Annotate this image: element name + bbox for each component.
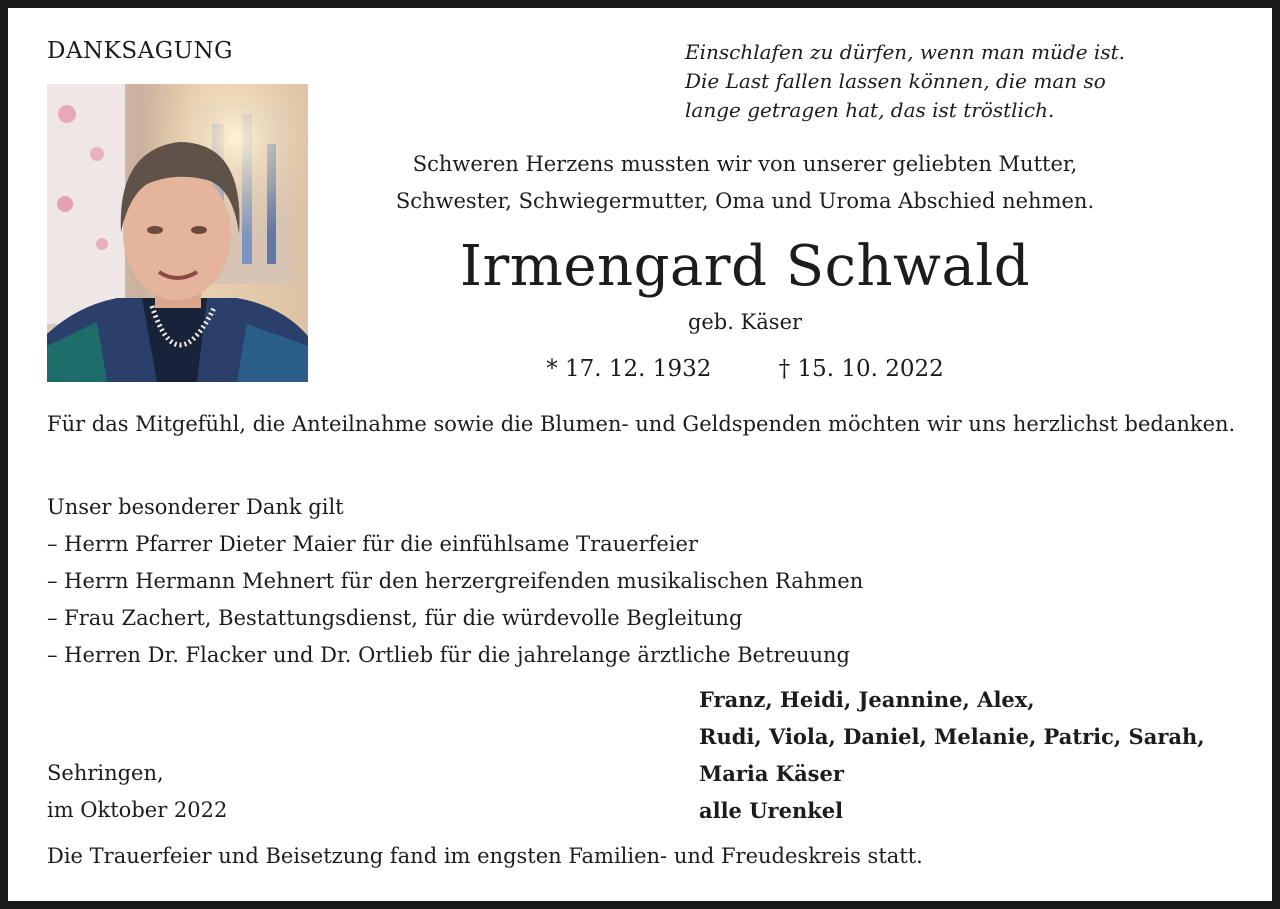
place-line: im Oktober 2022 xyxy=(47,798,228,822)
portrait-photo xyxy=(47,84,308,382)
quote-line: Die Last fallen lassen können, die man so xyxy=(685,69,1106,93)
life-dates xyxy=(308,356,1182,382)
place-date xyxy=(47,755,227,829)
footer-note: Die Trauerfeier und Beisetzung fand im engsten Familien- und Freudeskreis statt. xyxy=(47,844,923,868)
place-line: Sehringen, xyxy=(47,761,164,785)
quote-line: lange getragen hat, das ist tröstlich. xyxy=(685,98,1055,122)
birth-date: * 17. 12. 1932 xyxy=(546,356,712,382)
special-thanks xyxy=(47,489,863,674)
obituary-card xyxy=(8,8,1272,901)
special-thanks-item: – Frau Zachert, Bestattungsdienst, für die würdevolle Begleitung xyxy=(47,606,743,630)
heading: DANKSAGUNG xyxy=(47,38,233,64)
intro-text xyxy=(308,146,1182,220)
special-thanks-item: – Herrn Hermann Mehnert für den herzergreifenden musikalischen Rahmen xyxy=(47,569,864,593)
family-line: Maria Käser xyxy=(699,761,844,786)
death-date: † 15. 10. 2022 xyxy=(778,356,944,382)
family-line: alle Urenkel xyxy=(699,798,844,823)
family-line: Franz, Heidi, Jeannine, Alex, xyxy=(699,687,1035,712)
thanks-text: Für das Mitgefühl, die Anteilnahme sowie die Blumen- und Geldspenden möchten wir uns herzlichst bedanken. xyxy=(47,412,1236,436)
special-thanks-item: – Herrn Pfarrer Dieter Maier für die einfühlsame Trauerfeier xyxy=(47,532,699,556)
special-thanks-intro: Unser besonderer Dank gilt xyxy=(47,495,344,519)
deceased-name: Irmengard Schwald xyxy=(459,234,1031,299)
quote-line: Einschlafen zu dürfen, wenn man müde ist. xyxy=(685,40,1125,64)
intro-line: Schwester, Schwiegermutter, Oma und Uroma Abschied nehmen. xyxy=(395,189,1095,213)
special-thanks-item: – Herren Dr. Flacker und Dr. Ortlieb für die jahrelange ärztliche Betreuung xyxy=(47,643,851,667)
maiden-name: geb. Käser xyxy=(687,310,803,334)
intro-line: Schweren Herzens mussten wir von unserer geliebten Mutter, xyxy=(412,152,1078,176)
family-signature xyxy=(699,681,1205,829)
family-line: Rudi, Viola, Daniel, Melanie, Patric, Sarah, xyxy=(699,724,1205,749)
quote xyxy=(685,38,1125,125)
